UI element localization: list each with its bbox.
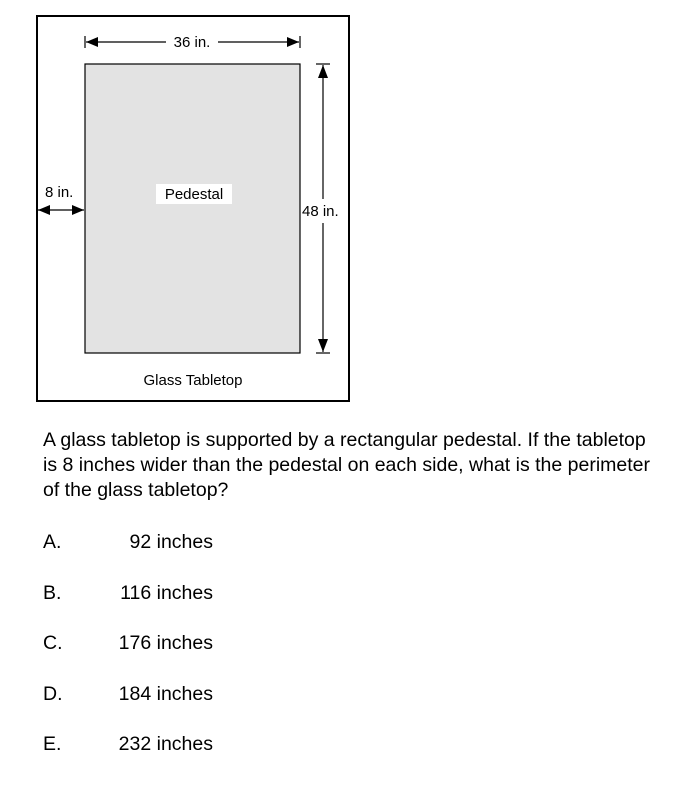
width-label: 36 in. [173,34,211,51]
choice-text: 116 inches [120,581,213,604]
choice-text: 184 inches [118,682,213,705]
height-label: 48 in. [302,203,339,220]
choice-letter: B. [43,581,62,604]
choice-letter: C. [43,632,63,654]
overhang-label: 8 in. [45,184,74,201]
choice-text: 232 inches [118,733,213,755]
pedestal-rect [85,64,300,353]
choice-text: 92 inches [129,531,213,553]
question-text: A glass tabletop is supported by a rectangular pedestal. If the tabletop is 8 inches wider than the pedestal on each side, what is the perimeter of the glass tabletop? [43,429,651,501]
pedestal-label: Pedestal [164,186,224,203]
choice-letter: D. [43,682,63,705]
choice-text: 176 inches [118,632,213,654]
tabletop-label: Glass Tabletop [143,372,243,389]
choice-letter: E. [43,733,62,755]
choice-letter: A. [43,531,62,553]
